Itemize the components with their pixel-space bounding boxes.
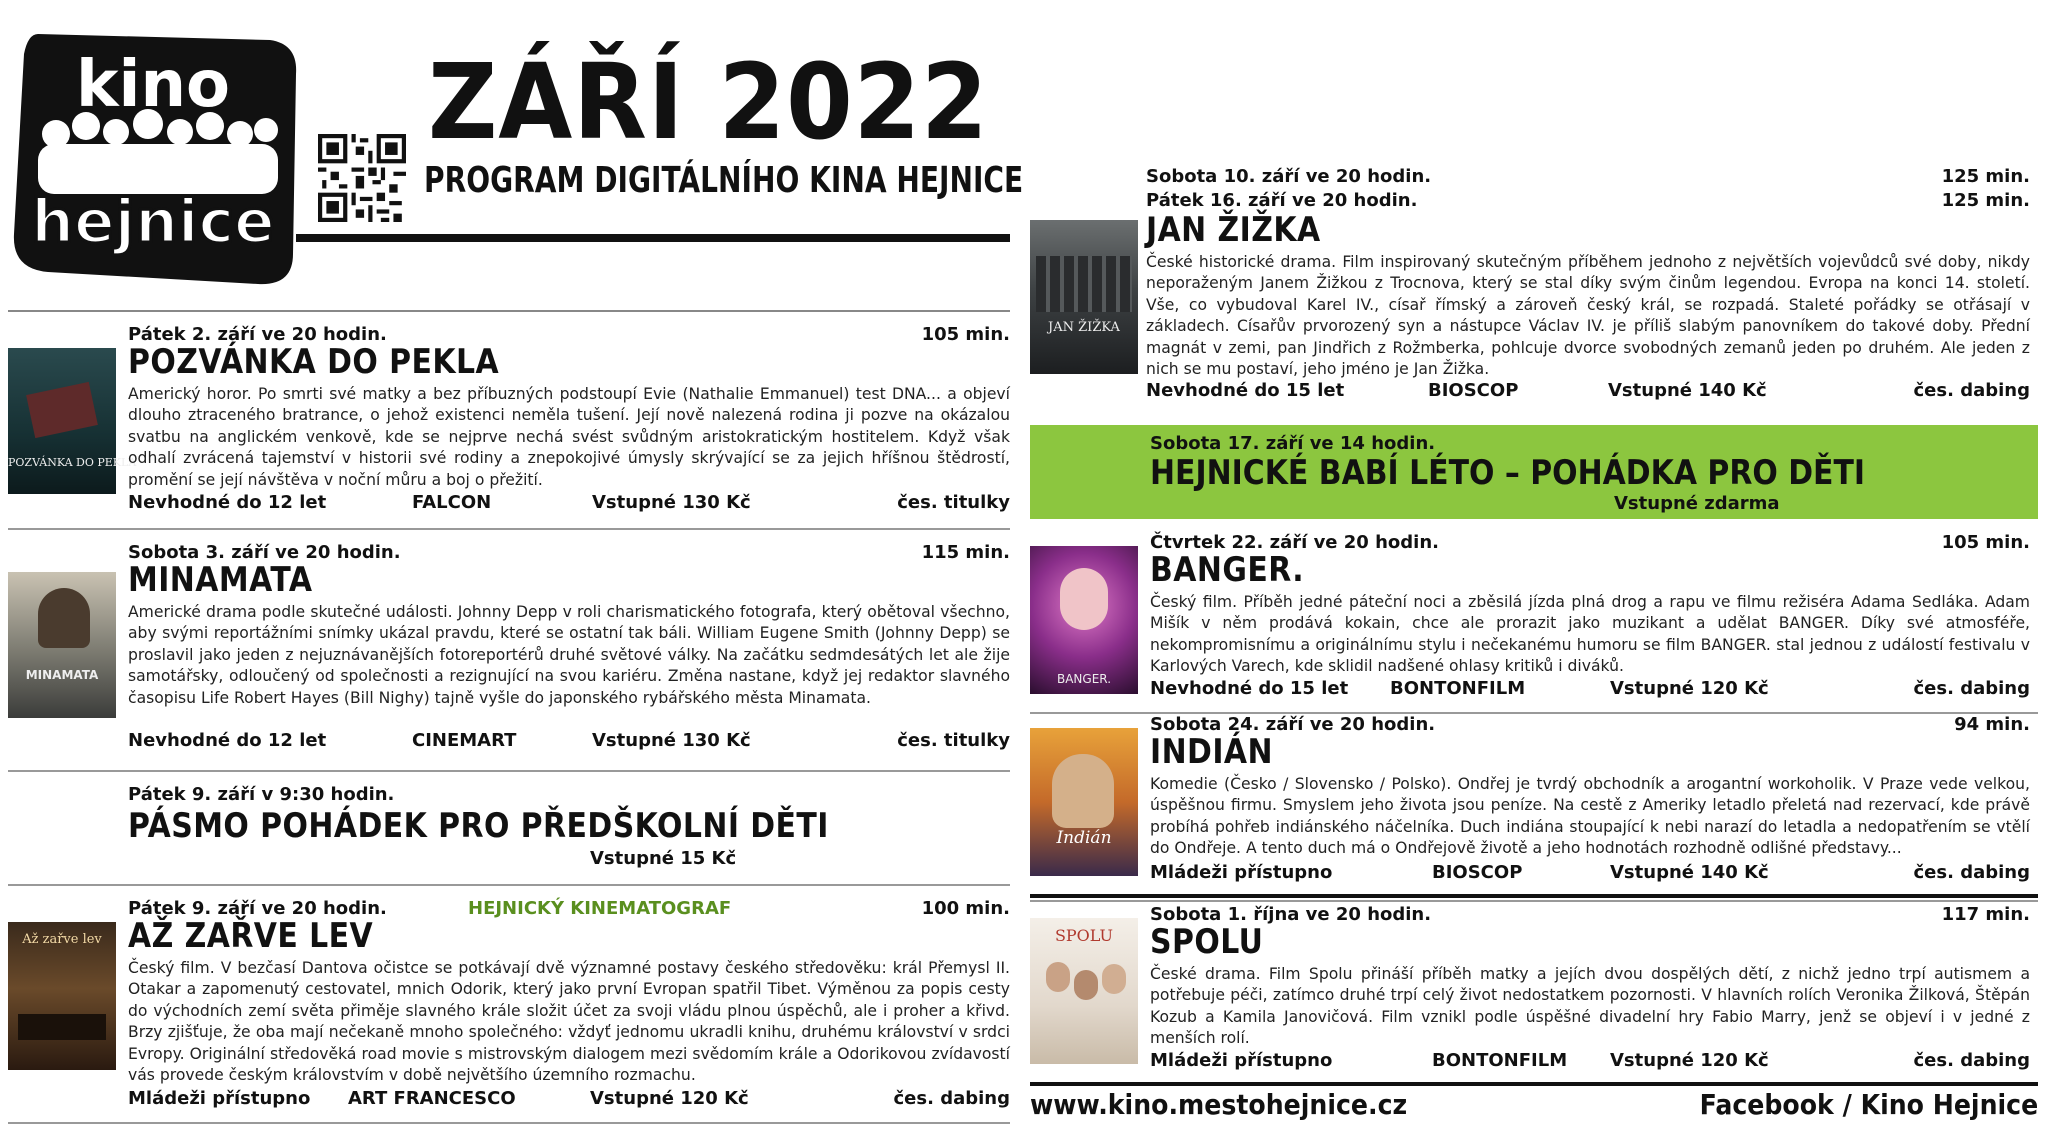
film-description: České historické drama. Film inspirovaný skutečným příběhem jednoho z největších vojevůdců své doby, nikdy neporaženým Janem Žižkou z Trocnova, který se stal díky svým činům legendou. Evropa na konci 14. století. Vše, co vybudoval Karel IV., císař římský a zároveň český král, se rozpadá. Staleté pořádky se otřásají v základech. Císařův prvorozený syn a nástupce Václav IV. je příliš slabým panovníkem do takové doby. Přední magnát v zemi, pan Jindřich z Rožmberka, pohlcuje dvorce svobodných zemanů jeden po druhém. Ale jeden z nich se mu postaví, jeho jméno je Jan Žižka. <box>1146 253 2030 379</box>
film-length: 105 min. <box>921 324 1010 345</box>
film-age: Mládeži přístupno <box>1150 1050 1333 1071</box>
header-rule <box>296 234 1010 242</box>
film-meta <box>128 730 1010 752</box>
film-language: čes. titulky <box>897 492 1010 513</box>
poster-indian <box>1030 728 1138 876</box>
logo-text-bottom: hejnice <box>31 187 275 257</box>
film-pozvanka <box>128 324 1010 516</box>
film-length: 125 min. <box>1941 166 2030 187</box>
film-description: Komedie (Česko / Slovensko / Polsko). Ondřej je tvrdý obchodník a arogantní workoholik. V Praze vede velkou, úspěšnou firmu. Smyslem jeho života jsou peníze. Na cestě z Ameriky letadlo přeletá nad rezervací, kde právě probíhá pohřeb indiánského náčelníka. Duch indiána stoupající k nebi narazí do letadla a nedopatřením se vtělí do Ondřeje. A tento duch má o Ondřejově životě a jeho hodnotách rozhodně odlišné představy... <box>1150 775 2030 858</box>
film-price: Vstupné 120 Kč <box>590 1088 749 1109</box>
divider <box>8 528 1010 530</box>
film-date: Pátek 9. září ve 20 hodin. <box>128 898 387 919</box>
film-meta <box>1150 678 2030 700</box>
event-date: Pátek 9. září v 9:30 hodin. <box>128 784 395 805</box>
divider <box>1030 894 2038 898</box>
poster-text: Až zařve lev <box>22 932 102 947</box>
film-date: Pátek 2. září ve 20 hodin. <box>128 324 387 345</box>
event-title: PÁSMO POHÁDEK PRO PŘEDŠKOLNÍ DĚTI <box>128 806 829 846</box>
film-length-2: 125 min. <box>1941 190 2030 211</box>
film-distributor: FALCON <box>412 492 492 513</box>
film-banger <box>1150 532 2030 704</box>
film-language: čes. dabing <box>1913 380 2030 401</box>
divider <box>8 310 1010 312</box>
film-date: Sobota 10. září ve 20 hodin. <box>1146 166 1432 187</box>
film-jan-zizka <box>1146 166 2030 406</box>
film-language: čes. titulky <box>897 730 1010 751</box>
film-distributor: CINEMART <box>412 730 517 751</box>
film-age: Nevhodné do 15 let <box>1150 678 1349 699</box>
poster-text: BANGER. <box>1056 672 1112 686</box>
film-length: 105 min. <box>1941 532 2030 553</box>
film-date: Sobota 3. září ve 20 hodin. <box>128 542 401 563</box>
poster-jan-zizka <box>1030 220 1138 374</box>
film-description: Český film. V bezčasí Dantova očistce se potkávají dvě významné postavy českého středověku: král Přemysl II. Otakar a zapomenutý cestovatel, mnich Odorik, který jako první Evropan spatřil Tibet. Výměnou za popis cesty do východních zemí světa přiměje slavného krále složit účet za svoji vládu plnou úspěchů, ale i proher a křivd. Brzy zjišťuje, že oba mají nečekaně mnoho společného: vždyť jednomu ukradli knihu, druhému království v srdci Evropy. Originální středověká road movie s mistrovským dialogem mezi svědomím krále a Odorikovou zvídavostí vás provede českým královstvím v době největšího územního rozmachu. <box>128 959 1010 1085</box>
page-subtitle: PROGRAM DIGITÁLNÍHO KINA HEJNICE <box>424 160 1024 201</box>
event-price: Vstupné 15 Kč <box>590 848 737 869</box>
film-indian <box>1150 714 2030 884</box>
film-age: Mládeži přístupno <box>1150 862 1333 883</box>
film-length: 117 min. <box>1941 904 2030 925</box>
poster-text: SPOLU <box>1054 926 1114 945</box>
film-language: čes. dabing <box>1913 1050 2030 1071</box>
film-price: Vstupné 130 Kč <box>592 730 751 751</box>
film-title: JAN ŽIŽKA <box>1146 210 1321 250</box>
kino-hejnice-logo <box>8 14 298 294</box>
film-distributor: ART FRANCESCO <box>348 1088 516 1109</box>
film-price: Vstupné 140 Kč <box>1610 862 1769 883</box>
film-language: čes. dabing <box>1913 862 2030 883</box>
poster-banger <box>1030 546 1138 694</box>
film-description: České drama. Film Spolu přináší příběh matky a jejích dvou dospělých dětí, z nichž jedno trpí autismem a potřebuje péči, zatímco druhé trpí celý život nedostatkem pozornosti. V hlavních rolích Veronika Žilková, Štěpán Kozub a Kamila Janovičová. Film vznikl podle úspěšné divadelní hry Fabio Marry, jenž se objeví i v jedné z menších rolí. <box>1150 965 2030 1048</box>
qr-code[interactable] <box>318 134 406 222</box>
film-minamata <box>128 542 1010 754</box>
footer-rule <box>1030 1082 2038 1086</box>
film-title: AŽ ZAŘVE LEV <box>128 916 374 956</box>
poster-az-zarve-lev <box>8 922 116 1070</box>
poster-text: POZVÁNKA DO PEKLA <box>8 456 137 469</box>
special-pasmo <box>128 784 1010 872</box>
film-price: Vstupné 130 Kč <box>592 492 751 513</box>
film-title: INDIÁN <box>1150 732 1273 772</box>
film-age: Mládeži přístupno <box>128 1088 311 1109</box>
film-price: Vstupné 120 Kč <box>1610 678 1769 699</box>
film-tag: HEJNICKÝ KINEMATOGRAF <box>468 898 732 919</box>
film-title: MINAMATA <box>128 560 313 600</box>
film-distributor: BONTONFILM <box>1390 678 1526 699</box>
film-date: Sobota 1. října ve 20 hodin. <box>1150 904 1432 925</box>
film-title: POZVÁNKA DO PEKLA <box>128 342 500 382</box>
poster-text: JAN ŽIŽKA <box>1048 320 1120 335</box>
special-babi-leto <box>1030 425 2038 519</box>
film-meta <box>128 492 1010 514</box>
poster-pozvanka <box>8 348 137 494</box>
film-date: Sobota 24. září ve 20 hodin. <box>1150 714 1436 735</box>
film-title: SPOLU <box>1150 922 1264 962</box>
poster-spolu <box>1030 918 1138 1064</box>
film-meta <box>1146 380 2030 402</box>
film-description: Americký horor. Po smrti své matky a bez příbuzných podstoupí Evie (Nathalie Emmanuel) test DNA... a objeví dlouho ztraceného bratrance, o jehož existenci neměla tušení. Její nově nalezená rodina ji pozve na okázalou svatbu na anglickém venkově, kde se nejprve nechá svést svůdným aristokratickým hostitelem. Když však odhalí zvrácená tajemství v historii své rodiny a znepokojivé úmysly skrývající se za jejich hříšnou štědrostí, promění se její návštěva v noční můru a boj o přežití. <box>128 385 1010 489</box>
film-length: 100 min. <box>921 898 1010 919</box>
divider <box>8 770 1010 772</box>
film-language: čes. dabing <box>893 1088 1010 1109</box>
film-price: Vstupné 140 Kč <box>1608 380 1767 401</box>
film-meta <box>1150 1050 2030 1072</box>
film-distributor: BONTONFILM <box>1432 1050 1568 1071</box>
film-language: čes. dabing <box>1913 678 2030 699</box>
poster-text: Indián <box>1056 828 1112 848</box>
film-age: Nevhodné do 12 let <box>128 492 327 513</box>
divider <box>1030 900 2038 902</box>
event-title: HEJNICKÉ BABÍ LÉTO – POHÁDKA PRO DĚTI <box>1150 453 1866 493</box>
film-description: Americké drama podle skutečné události. Johnny Depp v roli charismatického fotografa, který obětoval všechno, aby svými reportážními snímky ukázal pravdu, které se ostatní tak báli. William Eugene Smith (Johnny Depp) se proslavil jako jeden z nejuznávanějších fotoreportérů druhé světové války. Na začátku sedmdesátých let ale žije samotářsky, odloučený od společnosti a rezignující na svou kariéru. Změna nastane, když jej redaktor slavného časopisu Life Robert Hayes (Bill Nighy) tajně vyšle do japonského rybářského města Minamata. <box>128 603 1010 707</box>
poster-text: MINAMATA <box>25 668 99 682</box>
divider <box>8 884 1010 886</box>
page-title: ZÁŘÍ 2022 <box>428 41 989 163</box>
film-spolu <box>1150 904 2030 1074</box>
film-meta <box>1150 862 2030 884</box>
film-length: 115 min. <box>921 542 1010 563</box>
film-date-2: Pátek 16. září ve 20 hodin. <box>1146 190 1418 211</box>
film-title: BANGER. <box>1150 550 1305 590</box>
website-link[interactable]: www.kino.mestohejnice.cz <box>1030 1088 1408 1121</box>
film-az-zarve-lev <box>128 898 1010 1112</box>
film-date: Čtvrtek 22. září ve 20 hodin. <box>1150 532 1439 553</box>
film-description: Český film. Příběh jedné páteční noci a zběsilá jízda plná drog a rapu ve filmu režiséra Adama Sedláka. Adam Mišík v něm prodává kokain, chce ale prorazit jako muzikant a udělat BANGER. Díky své atmosféře, nekompromisnímu a originálnímu stylu i nečekanému humoru se film BANGER. stal jednou z událostí festivalu v Karlových Varech, kde sklidil nadšené ohlasy kritiků i diváků. <box>1150 593 2030 676</box>
film-distributor: BIOSCOP <box>1428 380 1519 401</box>
film-age: Nevhodné do 12 let <box>128 730 327 751</box>
film-length: 94 min. <box>1954 714 2030 735</box>
event-date: Sobota 17. září ve 14 hodin. <box>1150 433 1436 454</box>
facebook-link[interactable]: Facebook / Kino Hejnice <box>1699 1088 2038 1121</box>
divider <box>8 1122 1010 1124</box>
film-meta <box>128 1088 1010 1110</box>
logo-text-top: kino <box>75 48 231 122</box>
film-age: Nevhodné do 15 let <box>1146 380 1345 401</box>
film-distributor: BIOSCOP <box>1432 862 1523 883</box>
event-price: Vstupné zdarma <box>1614 493 1780 514</box>
film-price: Vstupné 120 Kč <box>1610 1050 1769 1071</box>
poster-minamata <box>8 572 116 718</box>
